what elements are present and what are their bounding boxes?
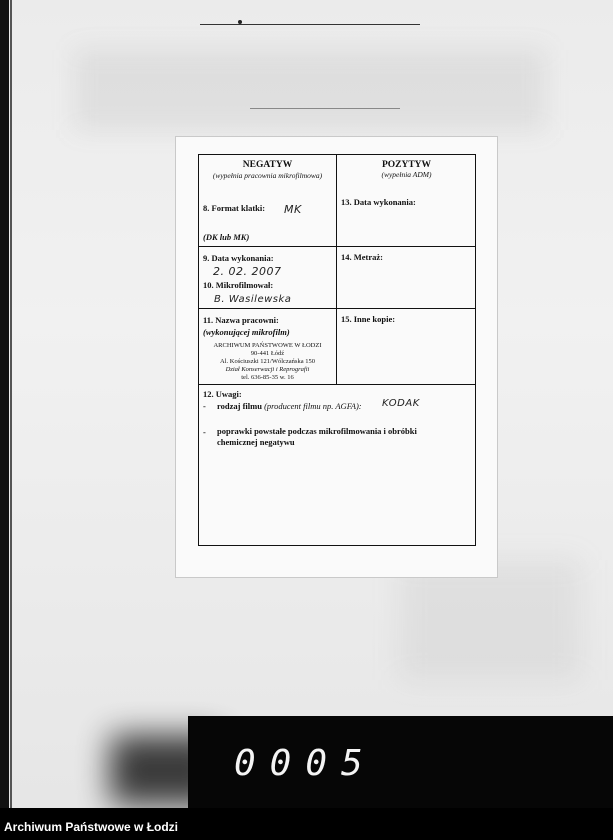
notes-film-label: rodzaj filmu — [217, 401, 262, 411]
notes-corrections: poprawki powstałe podczas mikrofilmowania i obróbki — [217, 426, 417, 436]
film-rule — [250, 108, 400, 109]
format-label: 8. Format klatki: — [203, 203, 266, 213]
notes-film-hint: (producent filmu np. AGFA): — [264, 401, 362, 411]
row-divider — [198, 308, 476, 309]
column-divider — [336, 154, 337, 384]
format-hint: (DK lub MK) — [203, 232, 250, 242]
positive-date-label: 13. Data wykonania: — [341, 197, 416, 207]
film-smudge — [75, 50, 545, 130]
copies-label: 15. Inne kopie: — [341, 314, 396, 324]
date-value: 2. 02. 2007 — [213, 265, 282, 278]
film-rule — [200, 24, 420, 25]
archive-caption: Archiwum Państwowe w Łodzi — [4, 820, 179, 834]
film-edge-line — [10, 0, 12, 808]
row-divider — [198, 246, 476, 247]
row-divider — [198, 384, 476, 385]
film-edge — [0, 0, 9, 808]
bullet: - — [203, 401, 206, 411]
film-type-value: KODAK — [382, 398, 420, 409]
stamp-line: Dział Konserwacji i Reprografii — [225, 366, 310, 373]
date-label: 9. Data wykonania: — [203, 253, 274, 263]
frame-counter: 0005 — [234, 743, 377, 784]
pozytyw-title: POZYTYW — [381, 160, 432, 170]
notes-label: 12. Uwagi: — [203, 389, 242, 399]
lab-name-hint: (wykonującej mikrofilm) — [203, 327, 290, 337]
stamp-line: tel. 636-85-35 w. 16 — [241, 374, 294, 381]
bullet: - — [203, 427, 206, 437]
format-value: MK — [284, 203, 302, 216]
notes-corrections-cont: chemicznej negatywu — [217, 437, 295, 447]
stamp-line: Al. Kościuszki 121/Wólczańska 150 — [220, 358, 315, 365]
negatyw-title: NEGATYW — [242, 160, 293, 170]
operator-value: B. Wasilewska — [214, 294, 292, 305]
length-label: 14. Metraż: — [341, 252, 384, 262]
stamp-line: 90-441 Łódź — [250, 350, 285, 357]
notes-film-type — [217, 401, 362, 411]
film-smudge — [400, 560, 580, 680]
pozytyw-subtitle: (wypełnia ADM) — [381, 170, 432, 179]
lab-name-label: 11. Nazwa pracowni: — [203, 315, 279, 325]
operator-label: 10. Mikrofilmował: — [203, 280, 274, 290]
negatyw-subtitle: (wypełnia pracownia mikrofilmowa) — [212, 171, 323, 180]
stamp-line: ARCHIWUM PAŃSTWOWE W ŁODZI — [213, 342, 322, 349]
